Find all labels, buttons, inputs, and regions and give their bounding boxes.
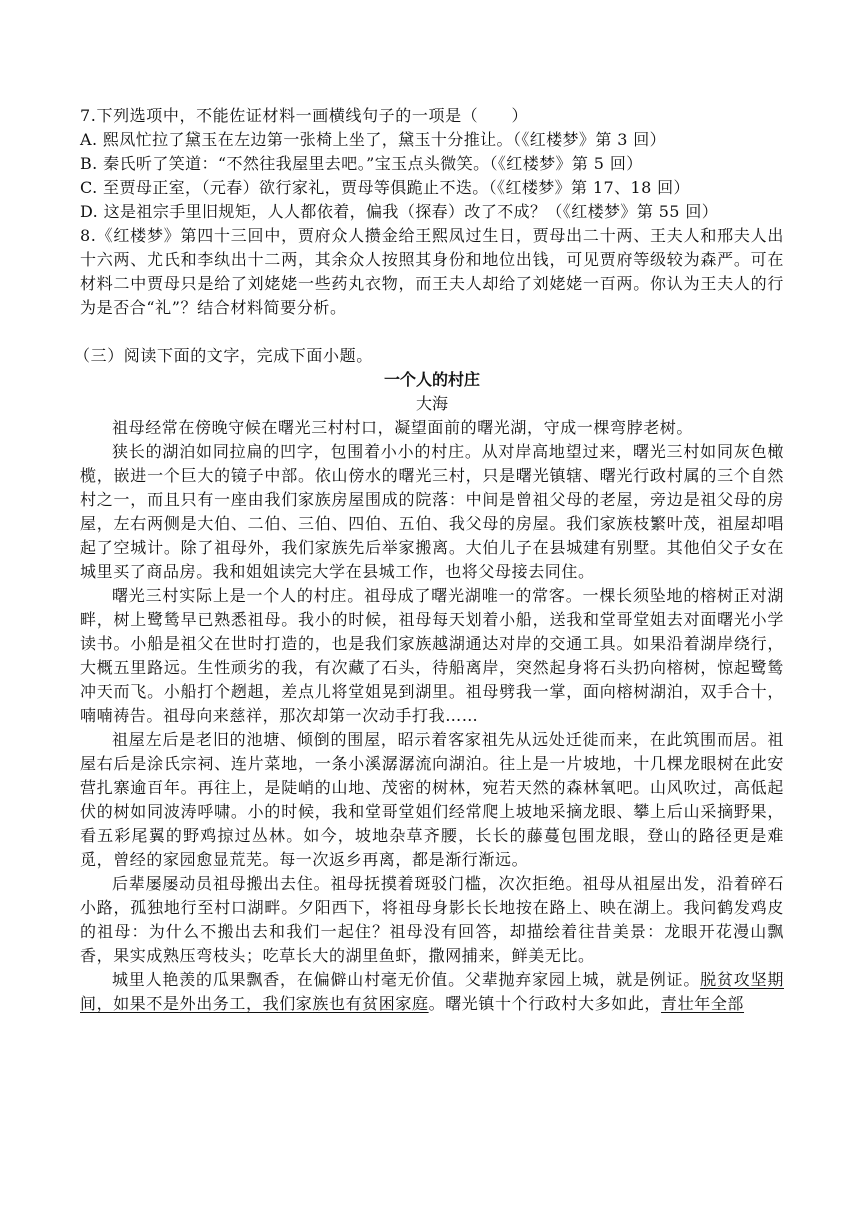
underlined-sentence-1: 脱贫攻坚期间，如果不是外出务工，我们家族也有贫困家庭 bbox=[80, 970, 784, 1013]
article-paragraph-6 bbox=[80, 968, 784, 1016]
spacer bbox=[80, 320, 784, 344]
exam-page bbox=[74, 104, 784, 1016]
article-paragraph-1: 祖母经常在傍晚守候在曙光三村村口，凝望面前的曙光湖，守成一棵弯脖老树。 bbox=[112, 418, 694, 437]
option-b: B. 秦氏听了笑道：“不然往我屋里去吧。”宝玉点头微笑。（《红楼梦》第 5 回） bbox=[80, 154, 643, 173]
article-paragraph-4: 祖屋左后是老旧的池塘、倾倒的围屋，昭示着客家祖先从远处迁徙而来，在此筑围而居。祖屋右后是涂氏宗祠、连片菜地，一条小溪潺潺流向湖泊。往上是一片坡地，十几棵龙眼树在此安营扎寨逾百年。再往上，是陡峭的山地、茂密的树林，宛若天然的森林氧吧。山风吹过，高低起伏的树如同波涛呼啸。小的时候，我和堂哥堂姐们经常爬上坡地采摘龙眼、攀上后山采摘野果，看五彩尾翼的野鸡掠过丛林。如今，坡地杂草齐腰，长长的藤蔓包围龙眼，登山的路径更是难觅，曾经的家园愈显荒芜。每一次返乡再离，都是渐行渐远。 bbox=[80, 730, 784, 869]
article-author: 大海 bbox=[415, 394, 448, 413]
question-7-stem: 7.下列选项中，不能佐证材料一画横线句子的一项是（ ） bbox=[80, 106, 529, 125]
underlined-sentence-2: 青壮年全部 bbox=[661, 994, 745, 1013]
article-paragraph-5: 后辈屡屡动员祖母搬出去住。祖母抚摸着斑驳门槛，次次拒绝。祖母从祖屋出发，沿着碎石小路，孤独地行至村口湖畔。夕阳西下，将祖母身影长长地按在路上、映在湖上。我问鹤发鸡皮的祖母：为什么不搬出去和我们一起住？祖母没有回答，却描绘着往昔美景：龙眼开花漫山飘香，果实成熟压弯枝头；吃草长大的湖里鱼虾，撒网捕来，鲜美无比。 bbox=[80, 874, 784, 965]
paragraph-6-text: 城里人艳羡的瓜果飘香，在偏僻山村毫无价值。父辈抛弃家园上城，就是例证。 bbox=[112, 970, 701, 989]
option-d: D. 这是祖宗手里旧规矩，人人都依着，偏我（探春）改了不成？（《红楼梦》第 55 回） bbox=[80, 202, 719, 221]
question-8: 8.《红楼梦》第四十三回中，贾府众人攒金给王熙凤过生日，贾母出二十两、王夫人和邢夫人出十六两、尤氏和李纨出十二两，其余众人按照其身份和地位出钱，可见贾府等级较为森严。可在材料二中贾母只是给了刘姥姥一些药丸衣物，而王夫人却给了刘姥姥一百两。你认为王夫人的行为是否合“礼”？结合材料简要分析。 bbox=[80, 226, 784, 317]
article-paragraph-3: 曙光三村实际上是一个人的村庄。祖母成了曙光湖唯一的常客。一棵长须坠地的榕树正对湖畔，树上鹭鸶早已熟悉祖母。我小的时候，祖母每天划着小船，送我和堂哥堂姐去对面曙光小学读书。小船是祖父在世时打造的，也是我们家族越湖通达对岸的交通工具。如果沿着湖岸绕行，大概五里路远。生性顽劣的我，有次藏了石头，待船离岸，突然起身将石头扔向榕树，惊起鹭鸶冲天而飞。小船打个趔趄，差点儿将堂姐晃到湖里。祖母劈我一掌，面向榕树湖泊，双手合十，喃喃祷告。祖母向来慈祥，那次却第一次动手打我…… bbox=[80, 586, 784, 725]
article-title: 一个人的村庄 bbox=[383, 370, 480, 389]
option-a: A. 熙凤忙拉了黛玉在左边第一张椅上坐了，黛玉十分推让。（《红楼梦》第 3 回） bbox=[80, 130, 667, 149]
option-c: C. 至贾母正室，（元春）欲行家礼，贾母等俱跪止不迭。（《红楼梦》第 17、18 回） bbox=[80, 178, 690, 197]
section-3-header: （三）阅读下面的文字，完成下面小题。 bbox=[74, 346, 373, 365]
paragraph-6-text-2: 。曙光镇十个行政村大多如此， bbox=[428, 994, 662, 1013]
question-7 bbox=[80, 104, 784, 224]
article-paragraph-2: 狭长的湖泊如同拉扁的凹字，包围着小小的村庄。从对岸高地望过来，曙光三村如同灰色橄榄，嵌进一个巨大的镜子中部。依山傍水的曙光三村，只是曙光镇辖、曙光行政村属的三个自然村之一，而且只有一座由我们家族房屋围成的院落：中间是曾祖父母的老屋，旁边是祖父母的房屋，左右两侧是大伯、二伯、三伯、四伯、五伯、我父母的房屋。我们家族枝繁叶茂，祖屋却唱起了空城计。除了祖母外，我们家族先后举家搬离。大伯儿子在县城建有别墅。其他伯父子女在城里买了商品房。我和姐姐读完大学在县城工作，也将父母接去同住。 bbox=[80, 442, 784, 581]
